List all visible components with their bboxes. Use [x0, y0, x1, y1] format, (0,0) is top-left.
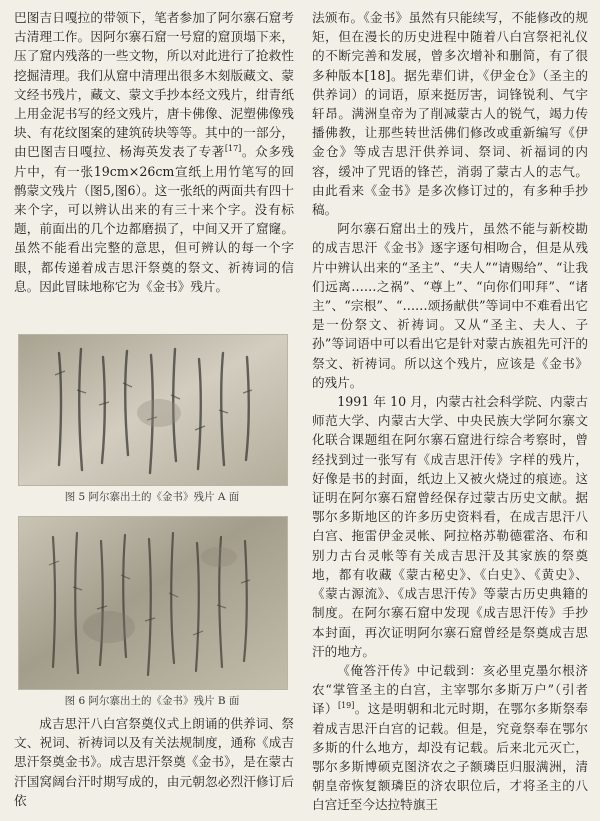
right-paragraph-3: 1991 年 10 月，内蒙古社会科学院、内蒙古师范大学、内蒙古大学、中央民族大学阿尔寨文化联合课题组在阿尔寨石窟进行综合考察时，曾经找到过一张写有《成吉思汗传》字样的残片，好像是书的封面，纸边上又被火烧过的痕迹。这证明在阿尔寨石窟曾经保存过蒙古历史文献。据鄂尔多斯地区的许多历史资料看，在成吉思汗八白宫、拖雷伊金灵帐、阿拉格苏勒德霍洛、布和别力古台灵帐等有关成吉思汗及其家族的祭奠地，都有收藏《蒙古秘史》、《白史》、《黄史》、《蒙古源流》、《成吉思汗传》等蒙古历史典籍的制度。在阿尔寨石窟中发现《成吉思汗传》手抄本封面，再次证明阿尔寨石窟曾经是祭奠成吉思汗的地方。 [312, 394, 588, 659]
left-paragraph-1-rest: 。众多残片中，有一张19cm×26cm宣纸上用竹笔写的回鹘蒙文残片（图5,图6）。这一张纸的两面共有四十来个字，可以辨认出来的有三十来个字。没有标题，前面出的几个边都磨损了，中间又开了窟窿。虽然不能看出完整的意思，但可辨认的每一个字眼，都传递着成吉思汗祭奠的祭文、祈祷词的信息。因此冒昧地称它为《金书》残片。 [14, 144, 295, 294]
citation-18: [18] [364, 67, 391, 83]
right-paragraph-4-text: 《俺答汗传》中记载到：亥必里克墨尔根济农“掌管圣主的白宫，主宰鄂尔多斯万户”（引者译） [312, 662, 588, 717]
citation-17: [17] [224, 144, 242, 154]
left-paragraph-1-text: 巴图吉日嘎拉的带领下，笔者参加了阿尔寨石窟考古清理工作。因阿尔寨石窟一号窟的窟顶塌下来，压了窟内残落的一些文物，所以对此进行了抢救性挖掘清理。我们从窟中清理出很多木刻版藏文、蒙文经书残片，藏文、蒙文手抄本经文残片，绀青纸上用金泥书写的经文残片，唐卡佛像、泥塑佛像残块、有花纹图案的建筑砖块等等。其中的一部分，由巴图吉日嘎拉、杨海英发表了专著 [14, 10, 294, 160]
manuscript-fragment-a [19, 335, 287, 485]
left-paragraph-1 [14, 8, 294, 296]
figure-6-image [18, 516, 288, 690]
right-column [312, 8, 588, 815]
manuscript-fragment-b [19, 517, 287, 689]
right-paragraph-1 [312, 8, 588, 219]
right-paragraph-2: 阿尔寨石窟出土的残片，虽然不能与新校勘的成吉思汗《金书》逐字逐句相吻合，但是从残片中辨认出来的“圣主”、“夫人”“请赐给”、“让我们远离……之祸”、“尊上”、“向你们叩拜”、“诸主”、“宗根”、“……颂扬献供”等词中不难看出它是一份祭文、祈祷词。又从“圣主、夫人、子孙”等词语中可以看出它是针对蒙古族祖先可汗的祭文、祈祷词。所以这个残片，应该是《金书》的残片。 [312, 221, 588, 390]
right-paragraph-4-rest: 。这是明朝和北元时期，在鄂尔多斯祭奉着成吉思汗白宫的记载。但是，究竟祭奉在鄂尔多斯的什么地方，却没有记载。后来北元灭亡，鄂尔多斯博硕克图济农之子额璘臣归服满洲，清朝皇帝恢复额璘臣的济农职位后，才将圣主的八白宫迁至今达拉特旗王 [312, 701, 589, 813]
figure-5-image [18, 334, 288, 486]
right-paragraph-1-text: 法颁布。《金书》虽然有只能续写，不能修改的规矩，但在漫长的历史进程中随着八白宫祭祀礼仪的不断完善和发展，曾多次增补和删简，有了很多种版本 [312, 10, 588, 83]
left-paragraph-2: 成吉思汗八白宫祭奠仪式上朗诵的供养词、祭文、祝词、祈祷词以及有关法规制度，通称《成吉思汗祭奠金书》。成吉思汗祭奠《金书》，是在蒙古汗国窝阔台汗时期写成的，由元朝忽必烈汗修订后依 [14, 716, 294, 808]
figure-6-caption: 图 6 阿尔寨出土的《金书》残片 B 面 [64, 695, 240, 707]
left-column-bottom [14, 714, 294, 810]
citation-19: [19] [337, 701, 355, 711]
right-paragraph-1-rest: 。据先辈们讲，《伊金仓》（圣主的供养词）的词语，原来挺厉害，词锋锐利、气宇轩昂。满洲皇帝为了削减蒙古人的锐气，竭力传播佛教，让那些转世活佛们修改或重新编写《伊金仓》等成吉思汗供养词、祭词、祈福词的内容，缓冲了咒语的锋芒，消弱了蒙古人的志气。由此看来《金书》是多次修订过的，有多种手抄稿。 [312, 67, 588, 218]
left-column [14, 8, 294, 296]
right-paragraph-4 [312, 661, 588, 815]
figure-5-caption: 图 5 阿尔寨出土的《金书》残片 A 面 [64, 491, 240, 503]
